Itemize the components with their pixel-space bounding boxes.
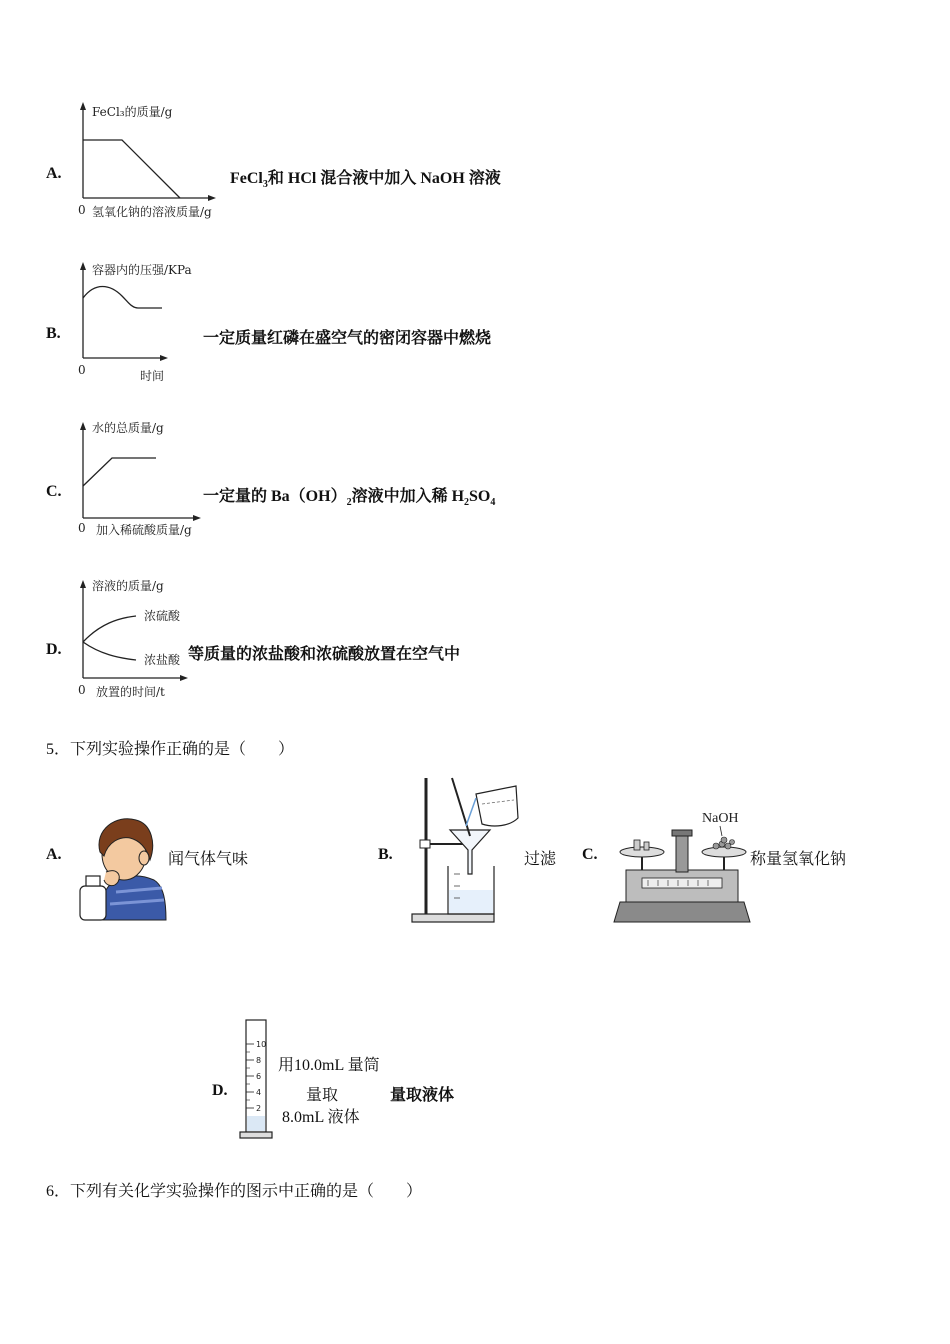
q5-option-d-note-2: 量取	[306, 1087, 339, 1104]
graph-b-origin: 0	[78, 363, 86, 377]
q5-option-d-letter: D.	[212, 1082, 228, 1099]
graph-a	[70, 98, 240, 228]
filtration-illustration	[410, 774, 535, 926]
smell-gas-illustration	[76, 812, 168, 922]
graduated-cylinder-illustration	[238, 1016, 278, 1142]
cylinder-tick-8: 8	[256, 1056, 262, 1065]
option-c-letter: C.	[46, 483, 62, 500]
graph-b	[70, 256, 240, 386]
cylinder-tick-4: 4	[256, 1088, 262, 1097]
graph-d-curve-bottom-label: 浓盐酸	[144, 653, 181, 667]
graph-c-x-axis: 加入稀硫酸质量/g	[96, 523, 192, 537]
graph-d-x-axis: 放置的时间/t	[96, 685, 165, 699]
q5-option-a-letter: A.	[46, 846, 62, 863]
option-d-caption: 等质量的浓盐酸和浓硫酸放置在空气中	[188, 646, 461, 663]
graph-d-y-axis: 溶液的质量/g	[92, 579, 164, 593]
q5-option-a-caption: 闻气体气味	[168, 851, 249, 868]
option-a-caption: FeCl$_3$和 HCl 混合液中加入 NaOH 溶液	[230, 170, 501, 191]
q5-option-d-note-1: 用10.0mL 量筒	[278, 1057, 380, 1074]
graph-b-y-axis: 容器内的压强/KPa	[92, 263, 192, 277]
graph-a-x-axis: 氢氧化钠的溶液质量/g	[92, 205, 212, 219]
balance-naoh-label: NaOH	[702, 811, 739, 826]
q5-option-d-caption: 量取液体	[390, 1087, 455, 1104]
question-5-stem: 5．下列实验操作正确的是（ ）	[46, 741, 295, 758]
cylinder-tick-2: 2	[256, 1104, 262, 1113]
option-b-letter: B.	[46, 325, 61, 342]
option-c-caption: 一定量的 $Ba(OH)_2$溶液中加入稀 $H_2SO_4$	[203, 488, 496, 509]
graph-d-origin: 0	[78, 683, 86, 697]
q5-option-c-letter: C.	[582, 846, 598, 863]
option-a-letter: A.	[46, 165, 62, 182]
graph-b-x-axis: 时间	[140, 369, 165, 383]
q5-option-c-caption: 称量氢氧化钠	[750, 851, 847, 868]
option-b-caption: 一定质量红磷在盛空气的密闭容器中燃烧	[203, 330, 492, 347]
q5-option-b-letter: B.	[378, 846, 393, 863]
graph-d-curve-top-label: 浓硫酸	[144, 609, 181, 623]
q5-option-d-note-3: 8.0mL 液体	[282, 1109, 360, 1126]
graph-a-y-axis: FeCl₃的质量/g	[92, 105, 173, 119]
cylinder-tick-6: 6	[256, 1072, 262, 1081]
question-6-stem: 6．下列有关化学实验操作的图示中正确的是（ ）	[46, 1183, 423, 1200]
balance-illustration	[612, 806, 752, 928]
q5-option-b-caption: 过滤	[524, 851, 557, 868]
graph-a-origin: 0	[78, 203, 86, 217]
graph-c-y-axis: 水的总质量/g	[92, 421, 164, 435]
graph-c	[70, 416, 240, 546]
cylinder-tick-10: 10	[256, 1040, 267, 1049]
option-d-letter: D.	[46, 641, 62, 658]
graph-d	[70, 574, 240, 706]
graph-c-origin: 0	[78, 521, 86, 535]
